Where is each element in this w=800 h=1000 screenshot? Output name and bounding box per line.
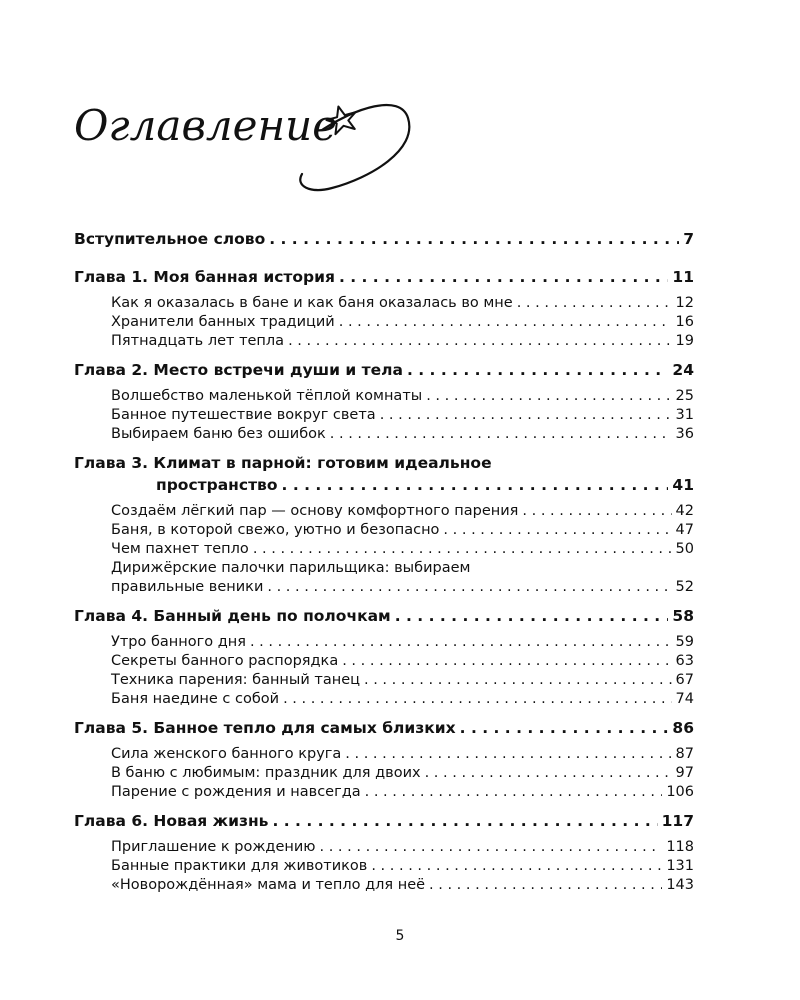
toc-item[interactable] (74, 838, 694, 857)
item-page: 50 (675, 541, 694, 557)
dot-leader (342, 652, 671, 671)
item-page: 106 (666, 784, 694, 800)
item-label: Банное путешествие вокруг света (111, 407, 376, 423)
item-page: 131 (666, 858, 694, 874)
item-page: 118 (666, 839, 694, 855)
chapter-label: Глава 4. Банный день по полочкам (74, 607, 391, 625)
chapter-label: Глава 3. Климат в парной: готовим идеальное (74, 454, 492, 472)
toc-item[interactable] (74, 425, 694, 444)
toc-item[interactable] (74, 502, 694, 521)
toc-item[interactable] (74, 540, 694, 559)
chapter-page: 86 (672, 719, 694, 737)
dot-leader (371, 857, 662, 876)
dot-leader (407, 359, 668, 381)
item-label: Хранители банных традиций (111, 314, 335, 330)
item-label: Пятнадцать лет тепла (111, 333, 285, 349)
toc-intro-label: Вступительное слово (74, 230, 266, 248)
chapter-page: 58 (672, 607, 694, 625)
dot-leader (345, 745, 671, 764)
page-title: Оглавление (74, 101, 338, 150)
item-page: 63 (675, 653, 694, 669)
toc-chapter-3[interactable] (74, 452, 694, 496)
toc-item[interactable] (74, 857, 694, 876)
page-number: 5 (395, 928, 405, 944)
item-page: 97 (675, 765, 694, 781)
toc-chapter-5[interactable] (74, 717, 694, 739)
toc-intro-page: 7 (683, 230, 694, 248)
item-page: 12 (675, 295, 694, 311)
title-flourish (70, 78, 430, 198)
dot-leader (250, 633, 672, 652)
item-label: Парение с рождения и навсегда (111, 784, 361, 800)
dot-leader (425, 764, 672, 783)
dot-leader (522, 502, 671, 521)
dot-leader (320, 838, 663, 857)
toc-item[interactable] (74, 876, 694, 895)
item-label: Утро банного дня (111, 634, 246, 650)
item-label: Создаём лёгкий пар — основу комфортного парения (111, 503, 519, 519)
toc-item[interactable] (74, 671, 694, 690)
table-of-contents (74, 228, 694, 895)
toc-item[interactable] (74, 652, 694, 671)
dot-leader (339, 266, 668, 288)
toc-item[interactable] (74, 294, 694, 313)
chapter-label-cont: пространство (156, 476, 278, 494)
chapter-page: 117 (661, 812, 694, 830)
dot-leader (429, 876, 662, 895)
chapter-label: Глава 1. Моя банная история (74, 268, 335, 286)
dot-leader (395, 605, 669, 627)
item-page: 87 (675, 746, 694, 762)
chapter-label: Глава 2. Место встречи души и тела (74, 361, 403, 379)
dot-leader (364, 671, 672, 690)
dot-leader (272, 810, 657, 832)
toc-title-block (70, 78, 430, 198)
dot-leader (283, 690, 671, 709)
item-label: Приглашение к рождению (111, 839, 316, 855)
item-page: 52 (675, 579, 694, 595)
item-page: 16 (675, 314, 694, 330)
item-page: 67 (675, 672, 694, 688)
item-label: «Новорождённая» мама и тепло для неё (111, 877, 426, 893)
toc-chapter-6[interactable] (74, 810, 694, 832)
toc-chapter-1[interactable] (74, 266, 694, 288)
item-page: 74 (675, 691, 694, 707)
item-page: 31 (675, 407, 694, 423)
dot-leader (517, 294, 672, 313)
item-label-cont: правильные веники (111, 579, 264, 595)
toc-item[interactable] (74, 406, 694, 425)
item-label: Чем пахнет тепло (111, 541, 249, 557)
toc-item[interactable] (74, 783, 694, 802)
item-label: Как я оказалась в бане и как баня оказалась во мне (111, 295, 513, 311)
dot-leader (288, 332, 671, 351)
toc-item[interactable] (74, 745, 694, 764)
chapter-label: Глава 5. Банное тепло для самых близких (74, 719, 456, 737)
item-page: 47 (675, 522, 694, 538)
toc-chapter-2[interactable] (74, 359, 694, 381)
toc-item[interactable] (74, 690, 694, 709)
dot-leader (267, 578, 671, 597)
dot-leader (426, 387, 671, 406)
dot-leader (339, 313, 672, 332)
dot-leader (380, 406, 672, 425)
dot-leader (365, 783, 663, 802)
toc-item[interactable] (74, 332, 694, 351)
item-page: 36 (675, 426, 694, 442)
item-page: 25 (675, 388, 694, 404)
toc-intro-row[interactable] (74, 228, 694, 250)
item-label: Баня, в которой свежо, уютно и безопасно (111, 522, 440, 538)
item-label: Секреты банного распорядка (111, 653, 339, 669)
toc-item[interactable] (74, 387, 694, 406)
item-page: 42 (675, 503, 694, 519)
item-label: Дирижёрские палочки парильщика: выбираем (111, 560, 471, 576)
toc-item[interactable] (74, 521, 694, 540)
toc-item[interactable] (74, 559, 694, 597)
chapter-page: 24 (672, 361, 694, 379)
toc-item[interactable] (74, 313, 694, 332)
item-label: Баня наедине с собой (111, 691, 280, 707)
dot-leader (330, 425, 672, 444)
item-page: 59 (675, 634, 694, 650)
dot-leader (269, 228, 679, 250)
dot-leader (282, 474, 669, 496)
item-label: В баню с любимым: праздник для двоих (111, 765, 421, 781)
chapter-page: 41 (672, 476, 694, 494)
item-label: Сила женского банного круга (111, 746, 342, 762)
item-label: Выбираем баню без ошибок (111, 426, 326, 442)
item-label: Банные практики для животиков (111, 858, 368, 874)
item-label: Техника парения: банный танец (111, 672, 360, 688)
toc-item[interactable] (74, 764, 694, 783)
chapter-page: 11 (672, 268, 694, 286)
toc-chapter-4[interactable] (74, 605, 694, 627)
chapter-label: Глава 6. Новая жизнь (74, 812, 269, 830)
item-page: 19 (675, 333, 694, 349)
toc-item[interactable] (74, 633, 694, 652)
item-label: Волшебство маленькой тёплой комнаты (111, 388, 423, 404)
dot-leader (460, 717, 669, 739)
dot-leader (253, 540, 672, 559)
dot-leader (443, 521, 671, 540)
item-page: 143 (666, 877, 694, 893)
